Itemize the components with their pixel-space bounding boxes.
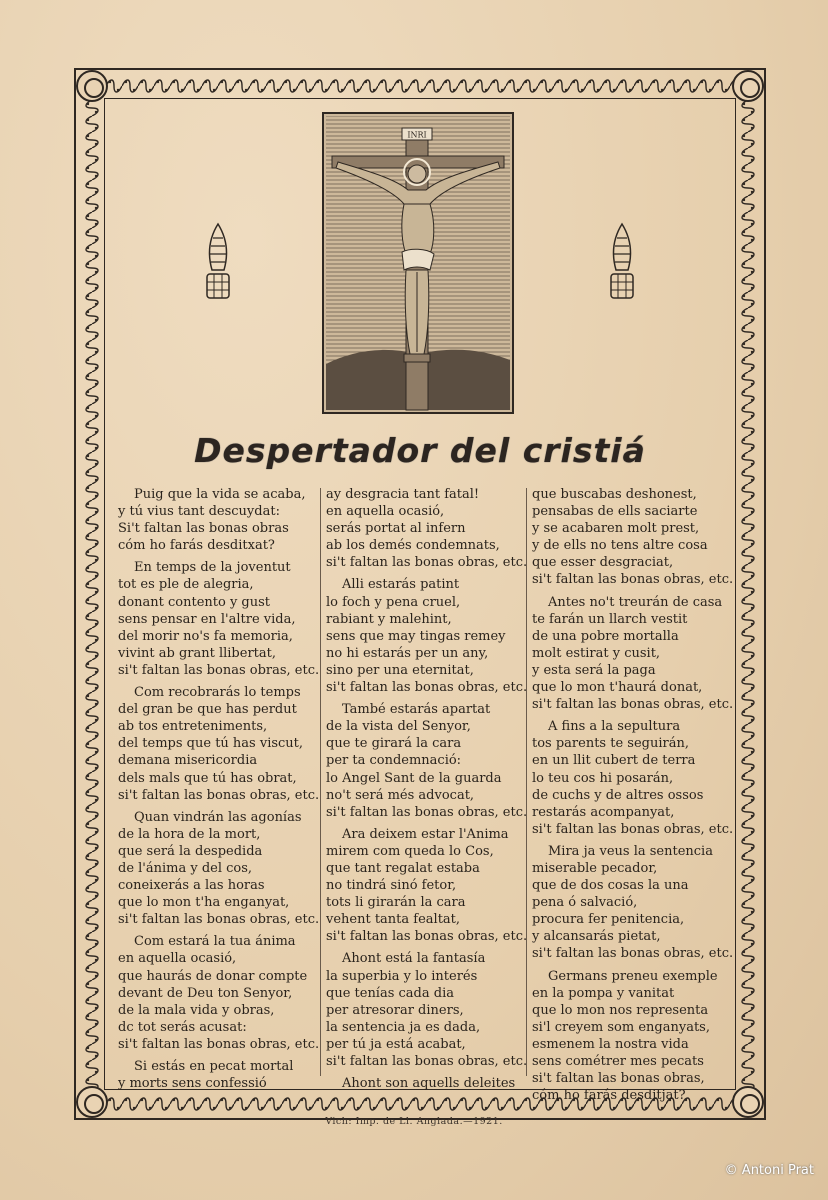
poem-line: y morts sens confessió bbox=[118, 1076, 267, 1092]
poem-line: tot es ple de alegria, bbox=[118, 577, 254, 593]
poem-line: si'l creyem som enganyats, bbox=[532, 1019, 710, 1035]
poem-line: Si't faltan las bonas obras bbox=[118, 521, 289, 537]
poem-line: si't faltan las bonas obras, etc. bbox=[118, 662, 320, 678]
poem-line: la sentencia ja es dada, bbox=[326, 1019, 481, 1035]
poem-line: procura fer penitencia, bbox=[532, 912, 685, 928]
poem-line: si't faltan las bonas obras, etc. bbox=[532, 821, 734, 837]
corner-rosette-bottom-right bbox=[732, 1086, 764, 1118]
poem-line: A fins a la sepultura bbox=[548, 719, 681, 735]
poem-line: donant contento y gust bbox=[118, 594, 271, 610]
crucifix-illustration bbox=[324, 114, 512, 412]
poem-line: no hi estarás per un any, bbox=[326, 645, 489, 661]
poem-column-1 bbox=[118, 486, 320, 1092]
poem-line: que será la despedida bbox=[118, 843, 263, 859]
poem-line: També estarás apartat bbox=[342, 702, 491, 718]
poem-line: que esser desgraciat, bbox=[532, 555, 674, 571]
poem-line: si't faltan las bonas obras, etc. bbox=[118, 787, 320, 803]
poem-line: si't faltan las bonas obras, etc. bbox=[532, 697, 734, 713]
poem-line: coneixerás a las horas bbox=[118, 878, 265, 894]
poem-line: del morir no's fa memoria, bbox=[118, 628, 293, 644]
top-ornament-band bbox=[106, 72, 734, 100]
poem-line: te farán un llarch vestit bbox=[532, 611, 688, 627]
poem-line: sino per una eternitat, bbox=[326, 662, 474, 678]
poem-line: Com recobrarás lo temps bbox=[134, 685, 301, 701]
poem-line: de la mala vida y obras, bbox=[118, 1002, 275, 1018]
poem-line: miserable pecador, bbox=[532, 860, 658, 876]
poem-line: que lo mon nos representa bbox=[532, 1002, 709, 1018]
poem-line: Alli estarás patint bbox=[342, 577, 460, 593]
inri-plaque-text: INRI bbox=[407, 130, 427, 140]
poem-line: per atresorar diners, bbox=[326, 1002, 464, 1018]
poem-line: Puig que la vida se acaba, bbox=[134, 487, 306, 502]
corner-rosette-top-left bbox=[76, 70, 108, 102]
poem-line: de la hora de la mort, bbox=[118, 826, 261, 842]
poem-line: si't faltan las bonas obras, etc. bbox=[326, 929, 528, 945]
photo-credit: © Antoni Prat bbox=[724, 1163, 814, 1178]
poem-line: lo Angel Sant de la guarda bbox=[326, 770, 502, 786]
poem-line: si't faltan las bonas obras, bbox=[532, 1071, 705, 1087]
poem-line: Ara deixem estar l'Anima bbox=[342, 826, 509, 842]
poem-line: en la pompa y vanitat bbox=[532, 985, 675, 1001]
poem-line: si't faltan las bonas obras, etc. bbox=[532, 572, 734, 588]
poem-line: pensabas de ells saciarte bbox=[532, 504, 698, 520]
poem-line: no't será més advocat, bbox=[326, 787, 475, 803]
poem-line: que te girará la cara bbox=[326, 736, 462, 752]
poem-line: la superbia y lo interés bbox=[326, 968, 478, 984]
poem-line: si't faltan las bonas obras, etc. bbox=[326, 1054, 528, 1069]
poem-line: de una pobre mortalla bbox=[532, 628, 679, 644]
poem-line: en aquella ocasió, bbox=[118, 951, 237, 967]
poem-line: sens pensar en l'altre vida, bbox=[118, 611, 296, 627]
poem-line: si't faltan las bonas obras, etc. bbox=[326, 555, 528, 571]
poem-line: Germans preneu exemple bbox=[548, 968, 718, 984]
poem-line: que de dos cosas la una bbox=[532, 878, 689, 894]
poem-line: y tú vius tant descuydat: bbox=[118, 504, 280, 520]
crucifix-engraving bbox=[322, 112, 514, 414]
poem-line: tos parents te seguirán, bbox=[532, 736, 689, 752]
poem-line: que buscabas deshonest, bbox=[532, 487, 697, 502]
poem-line: serás portat al infern bbox=[326, 521, 466, 537]
poem-line: esmenem la nostra vida bbox=[532, 1036, 689, 1052]
poem-line: del gran be que has perdut bbox=[118, 702, 297, 718]
left-finial-ornament bbox=[204, 222, 232, 300]
poem-line: cóm ho farás desditxat? bbox=[118, 538, 275, 554]
poem-line: ab los demés condemnats, bbox=[326, 538, 500, 554]
poem-line: de la vista del Senyor, bbox=[326, 719, 471, 735]
poem-line: sens cométrer mes pecats bbox=[532, 1054, 704, 1069]
poem-line: si't faltan las bonas obras, etc. bbox=[118, 1036, 320, 1052]
poem-line: demana misericordia bbox=[118, 753, 258, 769]
poem-line: en aquella ocasió, bbox=[326, 504, 445, 520]
poem-columns bbox=[0, 486, 828, 1104]
poem-line: dc tot serás acusat: bbox=[118, 1019, 247, 1035]
poem-line: pena ó salvació, bbox=[532, 895, 638, 911]
poem-column-2 bbox=[326, 486, 528, 1092]
poem-line: Ahont está la fantasía bbox=[342, 951, 486, 967]
poem-line: si't faltan las bonas obras, etc. bbox=[326, 680, 528, 696]
poem-line: y se acabaren molt prest, bbox=[532, 521, 700, 537]
poem-line: per ta condemnació: bbox=[326, 753, 462, 769]
poem-line: que haurás de donar compte bbox=[118, 968, 308, 984]
poem-line: ab tos entreteniments, bbox=[118, 719, 268, 735]
poem-line: lo teu cos hi posarán, bbox=[532, 770, 674, 786]
poem-line: Ahont son aquells deleites bbox=[342, 1076, 516, 1092]
poem-line: que tant regalat estaba bbox=[326, 860, 480, 876]
poem-line: lo foch y pena cruel, bbox=[326, 594, 461, 610]
poem-line: que lo mon t'haurá donat, bbox=[532, 680, 703, 696]
poem-line: devant de Deu ton Senyor, bbox=[118, 985, 293, 1001]
poem-line: si't faltan las bonas obras, etc. bbox=[118, 912, 320, 928]
poem-line: en un llit cubert de terra bbox=[532, 753, 696, 769]
poem-line: molt estirat y cusit, bbox=[532, 645, 661, 661]
poem-line: mirem com queda lo Cos, bbox=[326, 843, 494, 859]
printer-imprint: Vich: Imp. de Ll. Anglada.—1921. bbox=[325, 1116, 503, 1127]
poem-line: no tindrá sinó fetor, bbox=[326, 878, 457, 894]
poem-line: y de ells no tens altre cosa bbox=[532, 538, 708, 554]
poem-line: y esta será la paga bbox=[532, 662, 656, 678]
poem-line: Si estás en pecat mortal bbox=[134, 1059, 294, 1074]
poem-line: restarás acompanyat, bbox=[532, 804, 675, 820]
corner-rosette-bottom-left bbox=[76, 1086, 108, 1118]
poem-line: si't faltan las bonas obras, etc. bbox=[326, 804, 528, 820]
poem-line: del temps que tú has viscut, bbox=[118, 736, 304, 752]
poem-line: Quan vindrán las agonías bbox=[134, 809, 302, 825]
poem-line: rabiant y malehint, bbox=[326, 611, 452, 627]
poem-line: vehent tanta fealtat, bbox=[326, 912, 461, 928]
poem-column-3 bbox=[532, 486, 732, 1104]
poem-line: si't faltan las bonas obras, etc. bbox=[532, 946, 734, 962]
corner-rosette-top-right bbox=[732, 70, 764, 102]
poem-line: per tú ja está acabat, bbox=[326, 1036, 466, 1052]
poem-line: sens que may tingas remey bbox=[326, 628, 506, 644]
poem-line: Mira ja veus la sentencia bbox=[548, 843, 713, 859]
poem-line: Com estará la tua ánima bbox=[134, 934, 296, 950]
poem-line: y alcansarás pietat, bbox=[532, 929, 661, 945]
poem-line: dels mals que tú has obrat, bbox=[118, 770, 297, 786]
poem-line: vivint ab grant llibertat, bbox=[118, 645, 276, 661]
poem-line: que lo mon t'ha enganyat, bbox=[118, 895, 290, 911]
poem-line: cóm ho farás desditjat? bbox=[532, 1088, 686, 1104]
poem-line: de cuchs y de altres ossos bbox=[532, 787, 704, 803]
poem-line: ay desgracia tant fatal! bbox=[326, 487, 480, 502]
right-finial-ornament bbox=[608, 222, 636, 300]
poem-line: de l'ánima y del cos, bbox=[118, 860, 253, 876]
page-title: Despertador del cristiá bbox=[194, 431, 646, 470]
poem-line: En temps de la joventut bbox=[134, 560, 291, 576]
poem-line: que tenías cada dia bbox=[326, 985, 454, 1001]
poem-line: Antes no't treurán de casa bbox=[548, 594, 723, 610]
poem-line: tots li girarán la cara bbox=[326, 895, 466, 911]
